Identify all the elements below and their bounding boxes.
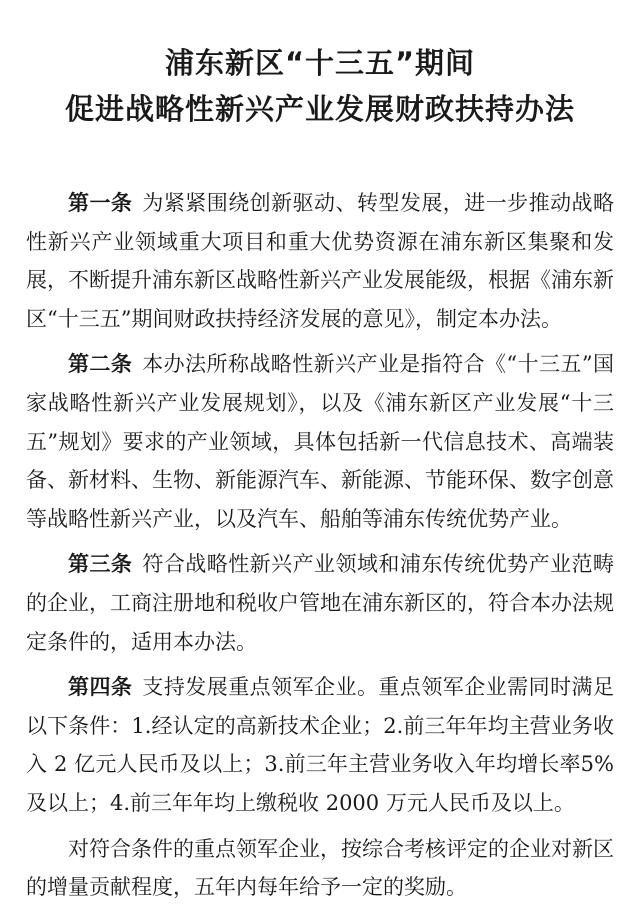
title-line-2: 促进战略性新兴产业发展财政扶持办法 — [64, 92, 575, 126]
article-1 — [26, 184, 614, 338]
article-3-label: 第三条 — [68, 552, 133, 577]
article-2-label: 第二条 — [68, 352, 133, 377]
article-4-text: 支持发展重点领军企业。重点领军企业需同时满足以下条件：1.经认定的高新技术企业；2.前三年年均主营业务收入 2 亿元人民币及以上；3.前三年主营业务收入年均增长率5%及以上；4.前三年年均上缴税收 2000 万元人民币及以上。 — [26, 675, 614, 815]
title-line-1: 浦东新区“十三五”期间 — [164, 46, 476, 80]
article-2 — [26, 345, 614, 538]
title-spacer — [26, 132, 614, 184]
article-1-label: 第一条 — [68, 191, 133, 215]
article-4 — [26, 668, 614, 822]
paragraph-reward: 对符合条件的重点领军企业，按综合考核评定的企业对新区的增量贡献程度，五年内每年给予一定的奖励。 — [26, 836, 614, 900]
article-3 — [26, 545, 614, 661]
article-3-text: 符合战略性新兴产业领域和浦东传统优势产业范畴的企业，工商注册地和税收户管地在浦东新区的，符合本办法规定条件的，适用本办法。 — [26, 552, 614, 654]
article-4-label: 第四条 — [68, 675, 133, 700]
article-2-text: 本办法所称战略性新兴产业是指符合《“十三五”国家战略性新兴产业发展规划》，以及《浦东新区产业发展“十三五”规划》要求的产业领域，具体包括新一代信息技术、高端装备、新材料、生物、新能源汽车、新能源、节能环保、数字创意等战略性新兴产业，以及汽车、船舶等浦东传统优势产业。 — [26, 352, 614, 531]
document-title — [26, 40, 614, 132]
article-1-text: 为紧紧围绕创新驱动、转型发展，进一步推动战略性新兴产业领域重大项目和重大优势资源在浦东新区集聚和发展，不断提升浦东新区战略性新兴产业发展能级，根据《浦东新区“十三五”期间财政扶持经济发展的意见》，制定本办法。 — [26, 191, 614, 331]
